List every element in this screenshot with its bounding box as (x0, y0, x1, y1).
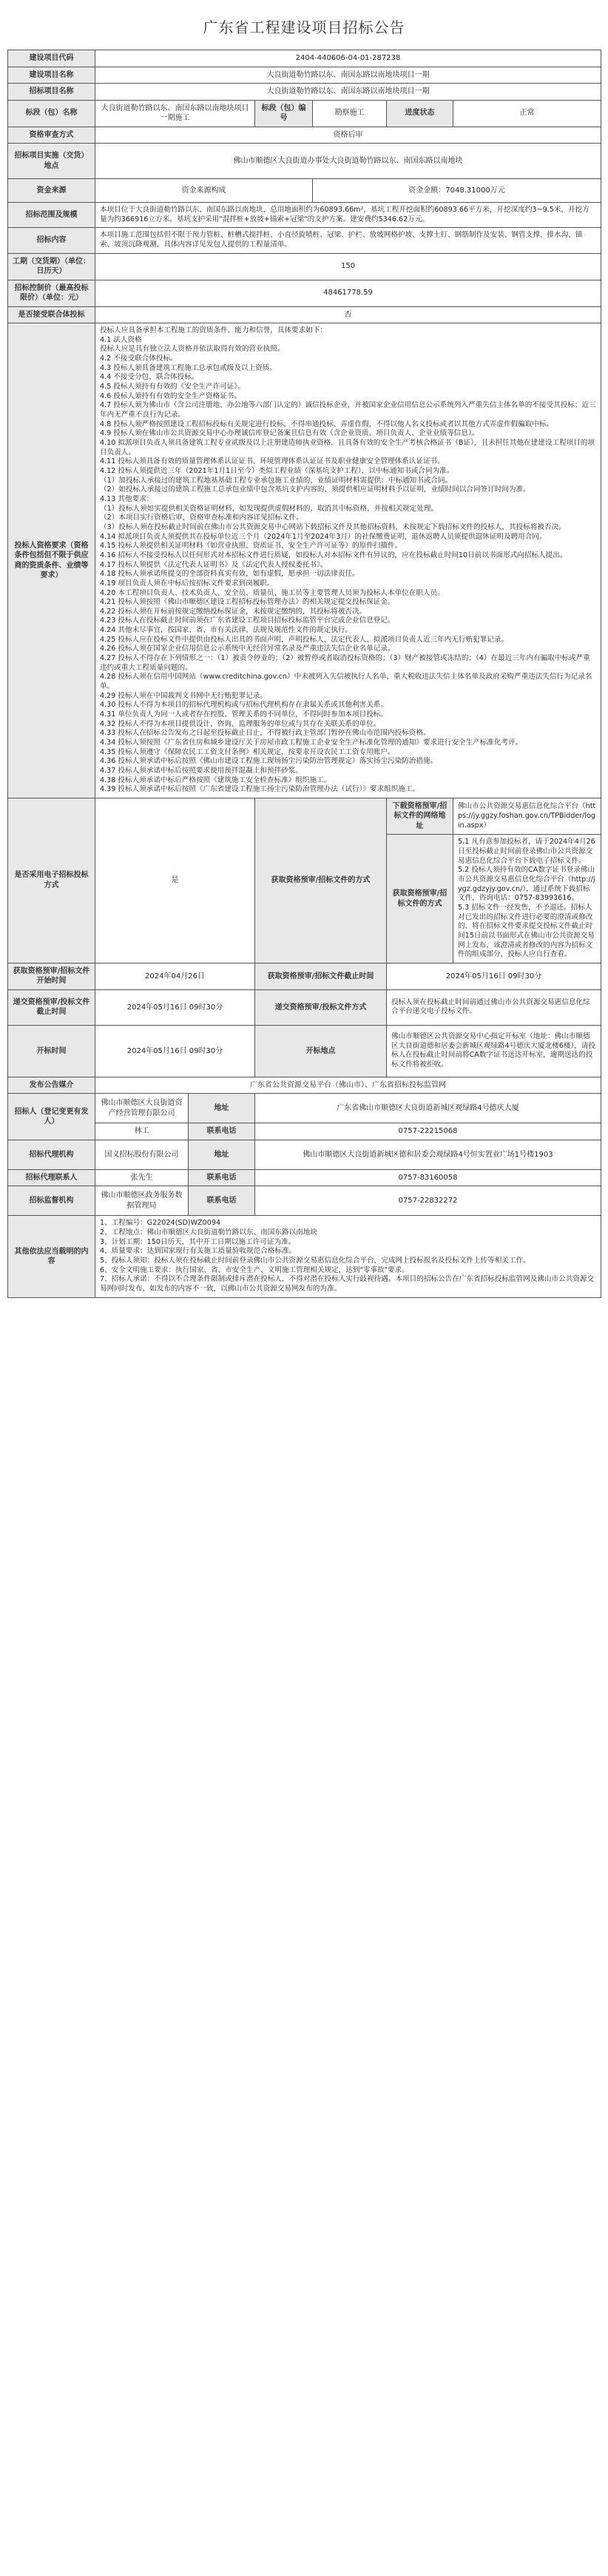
value-supervisor: 佛山市顺德区政务服务数据管理局 (95, 1186, 189, 1216)
row-submit (8, 989, 601, 1025)
row-joint (8, 306, 601, 323)
value-e-bid: 是 (95, 798, 255, 963)
row-fund (8, 179, 601, 203)
label-control-price: 招标控制价（最高投标限价）（单位：元） (8, 280, 95, 306)
label-tenderer: 招标人（登记变更有发人） (8, 1094, 95, 1140)
value-publish-media: 广东省公共资源交易平台（佛山市）、广东省招标投标监管网 (95, 1077, 601, 1094)
value-project-name: 大良街道勒竹路以东、南国东路以南地块项目一期 (95, 67, 601, 84)
label-get-method: 获取资格预审/招标文件的方式 (255, 798, 387, 963)
row-agency-contact (8, 1169, 601, 1186)
row-other (8, 1216, 601, 1297)
row-open (8, 1025, 601, 1077)
label-get-time: 获取资格预审/招标文件开始时间 (8, 963, 95, 989)
row-duration (8, 253, 601, 280)
value-fund-source: 资金来源构成 (95, 179, 313, 203)
row-get-time (8, 963, 601, 989)
value-submit-method: 投标人须在投标截止时间前通过佛山市公共资源交易惠信息化综合平台递交电子投标文件。 (387, 989, 601, 1025)
value-get-end-time: 2024年05月16日 09时30分 (387, 963, 601, 989)
value-control-price: 48461778.59 (95, 280, 601, 306)
label-other: 其他依法应当载明的内容 (8, 1216, 95, 1297)
value-bidder-req: 投标人应具备承担本工程施工的资质条件、能力和信誉，具体要求如下： 4.1 法人资格 投标人应是具有独立法人资格并依法取得有效的营业执照。 4.2 不接受联合体投标。 4.3 投标人须具备建筑工程施工总承包贰级及以上资质。 4.4 不接受分包，联合体投标。 4.5 投标人须持有有效的《安全生产许可证》。 4.6 投标人须持有有效的安全生产资格证书。 4.7 投标人须为佛山市（含公司注册地、办公地等六部门认定的）诚信投标企业，并被国家企业信用信息公示系统列入严重失信主体名单的不接受其投标；近三年内无严重不良行为记录。 4.8 投标人须严格按照建设工程招标投标有关规定进行投标，不得串通投标、弄虚作假，不得以他人名义投标或者以其他方式弄虚作假骗取中标。 4.9 投标人须在佛山市公共资源交易中心办理诚信库登记备案且信息有效（含企业资质、项目负责人、企业业绩等信息）。 4.10 拟派项目负责人须具备建筑工程专业贰级及以上注册建造师执业资格，且具备有效的安全生产考核合格证书（B证），且未担任其他在建建设工程项目的项目负责人。 4.11 投标人须具备有效的质量管理体系认证证书、环境管理体系认证证书及职业健康安全管理体系认证证书。 4.12 投标人须提供近三年（2021年1月1日至今）类似工程业绩（深基坑支护工程），以中标通知书或合同为准。 （1）加投标人承接过的建筑工程地基基础工程专业承包施工业绩的，业绩证明材料需提供：中标通知书或合同。 （2）如投标人承接过的建筑工程施工总承包业绩中包含基坑支护内容的，须提供相应证明材料予以证明，业绩时间以合同签订时间为准。 4.13 其他要求： （1）投标人须如实提供相关资格证明材料，如发现提供虚假材料的，取消其中标资格，并按相关规定处理。 （2）本项目实行资格后审，资格审查标准和内容详见招标文件。 （3）投标人须在投标截止时间前在佛山市公共资源交易中心网站下载招标文件及其他招标资料，未按规定下载招标文件的投标人，其投标将被否决。 4.14 拟派项目负责人须提供其在投标单位近三个月（2024年1月至2024年3月）的社保缴费证明，退休返聘人员须提供退休证明及聘用合同。 4.15 投标人须提供相关证明材料（如营业执照、资质证书、安全生产许可证等）的原件扫描件。 4.16 招标人不接受投标人以任何形式对本招标文件进行质疑，如投标人对本招标文件有异议的，应在投标截止时间10日前以书面形式向招标人提出。 4.17 投标人须提供《法定代表人证明书》及《法定代表人授权委托书》。 4.18 投标人须承诺所提交的全部资料真实有效，如有虚假，愿承担一切法律责任。 4.19 项目负责人须在中标后按招标文件要求到岗履职。 4.20 本工程项目负责人、技术负责人、安全员、质量员、施工员等主要管理人员须为投标人本单位在职人员。 4.21 投标人须按照《佛山市顺德区建设工程招标投标管理办法》的相关规定提交投标保证金。 4.22 投标人须在开标前按规定缴纳投标保证金，未按规定缴纳的，其投标将被否决。 4.23 投标人在投标截止时间前须在广东省建设工程项目招标投标监管平台完成企业信息登记。 4.24 其他未尽事宜，按国家、省、市有关法律、法规及规范性文件的规定执行。 4.25 投标人应在投标文件中提供由投标人出具的书面声明，声明投标人、法定代表人、拟派项目负责人近三年内无行贿犯罪记录。 4.26 投标人须在国家企业信用信息公示系统中无经营异常名录及严重违法失信企业名单记录。 4.27 投标人不得存在下列情形之一：（1）被责令停业的；（2）被暂停或者取消投标资格的；（3）财产被接管或冻结的；（4）在最近三年内有骗取中标或严重违约或重大工程质量问题的。 4.28 投标人须在信用中国网站（www.creditchina.gov.cn）中未被列入失信被执行人名单、重大税收违法失信主体名单及政府采购严重违法失信行为记录名单。 4.29 投标人须在中国裁判文书网中无行贿犯罪记录。 4.30 投标人不得为本项目的招标代理机构或与招标代理机构存在隶属关系或其他利害关系。 4.31 单位负责人为同一人或者存在控股、管理关系的不同单位，不得同时参加本项目投标。 4.32 投标人不得为本项目提供设计、咨询、监理服务的单位或与其存在关联关系的单位。 4.33 投标人在招标公告发布之日起至投标截止日止，不得被行政主管部门暂停在佛山市范围内投标资格。 4.34 投标人须按照《广东省住房和城乡建设厅关于房屋市政工程施工企业安全生产标准化管理的通知》要求进行安全生产标准化考评。 4.35 投标人须遵守《保障农民工工资支付条例》相关规定，按要求开设农民工工资专用账户。 4.36 投标人须承诺中标后按照《佛山市建设工程施工现场扬尘污染防治管理规定》落实扬尘污染防治措施。 4.37 投标人须承诺中标后按照要求使用预拌混凝土和预拌砂浆。 4.38 投标人须承诺中标后严格按照《建筑施工安全检查标准》组织施工。 4.39 投标人须承诺中标后按照《广东省建设工程施工扬尘污染防治管理办法（试行）》要求组织施工。 (95, 323, 601, 798)
row-bidder-req (8, 323, 601, 798)
label-bidder-req: 投标人资格要求（资格条件包括但不限于供应商的资质条件、业绩等要求） (8, 323, 95, 798)
label-agency-address: 地址 (189, 1140, 255, 1169)
row-qual-review (8, 127, 601, 144)
row-control-price (8, 280, 601, 306)
value-tender-project-name: 大良街道勒竹路以东、南国东路以南地块项目一期 (95, 84, 601, 101)
page-title: 广东省工程建设项目招标公告 (203, 19, 405, 36)
label-joint: 是否接受联合体投标 (8, 306, 95, 323)
label-get-method-detail: 获取资格预审/招标文件的方式 (387, 835, 453, 964)
value-agency-address: 佛山市顺德区大良街道新城区德和居委会观绿路4号恒实置业广场1号楼1903 (255, 1140, 601, 1169)
value-tenderer-address: 广东省佛山市顺德区大良街道新城区观绿路4号德庆大厦 (255, 1094, 601, 1123)
row-agency (8, 1140, 601, 1169)
value-submit-deadline: 2024年05月16日 09时30分 (95, 989, 255, 1025)
value-open-time: 2024年05月16日 09时30分 (95, 1025, 255, 1077)
row-e-bid (8, 798, 601, 835)
row-supervisor (8, 1186, 601, 1216)
label-agency-phone: 联系电话 (189, 1169, 255, 1186)
label-tenderer-phone: 联系电话 (189, 1123, 255, 1140)
label-download-url: 下载资格预审/招标文件的网络地址 (387, 798, 453, 835)
label-supervisor: 招标监督机构 (8, 1186, 95, 1216)
row-project-name (8, 67, 601, 84)
row-location (8, 144, 601, 179)
label-location: 招标项目实施（交货）地点 (8, 144, 95, 179)
row-content (8, 228, 601, 253)
value-scope: 本项目位于大良街道勒竹路以东、南国东路以南地块，总用地面积约为60893.66m²，基坑工程开挖面积约60893.66平方米，开挖深度约3~9.5米，开挖方量为约366916立方米。基坑支护采用"混拌桩+放坡+锚索+冠梁"的支护方案。建安费约5346.62万元。 (95, 203, 601, 228)
value-fund-amount: 资金金额：7048.31000万元 (313, 179, 601, 203)
value-tenderer: 佛山市顺德区大良街道资产经营管理有限公司 (95, 1094, 189, 1123)
value-qual-review: 资格后审 (95, 127, 601, 144)
label-agency-contact: 招标代理联系人 (8, 1169, 95, 1186)
label-fund-source: 资金来源 (8, 179, 95, 203)
value-supervisor-phone: 0757-22832272 (255, 1186, 601, 1216)
value-agency-contact: 张先生 (95, 1169, 189, 1186)
label-progress: 进度状态 (387, 100, 453, 127)
row-tenderer-contact (8, 1123, 601, 1140)
value-location: 佛山市顺德区大良街道办事处大良街道勒竹路以东、南国东路以南地块 (95, 144, 601, 179)
value-section: 大良街道勒竹路以东、南国东路以南地块项目一期施工 (95, 100, 255, 127)
value-code: 2404-440606-04-01-287238 (95, 50, 601, 67)
value-tenderer-contact: 林工 (95, 1123, 189, 1140)
label-submit-method: 递交资格预审/投标文件方式 (255, 989, 387, 1025)
label-qual-review: 资格审查方式 (8, 127, 95, 144)
value-agency-phone: 0757-83160058 (255, 1169, 601, 1186)
row-code (8, 50, 601, 67)
label-submit-deadline: 递交资格预审/投标文件截止时间 (8, 989, 95, 1025)
value-other: 1、工程编号：G22024(SD)WZ0094 2、工程地点：佛山市顺德区大良街道勒竹路以东、南国东路以南地块 3、计划工期：150日历天，其中开工日期以施工许可证为准。 4、质量要求：达到国家现行有关施工质量验收规范合格标准。 5、投标人须知：投标人须在投标截止时间前登录佛山市公共资源交易惠信息化综合平台，完成网上投标报名及投标文件上传等相关工作。 6、安全文明施工要求：执行国家、省、市安全生产、文明施工管理相关规定，达到"零事故"要求。 7、招标人承诺：不得以不合理条件限制或排斥潜在投标人，不得对潜在投标人实行歧视待遇。本项目的招标公告在广东省招标投标监管网及佛山市公共资源交易网同时发布，如发布的内容不一致，以佛山市公共资源交易网发布的为准。 (95, 1216, 601, 1297)
value-duration: 150 (95, 253, 601, 280)
value-progress: 正常 (453, 100, 601, 127)
label-tender-project-name: 招标项目名称 (8, 84, 95, 101)
label-open-place: 开标地点 (255, 1025, 387, 1077)
label-agency: 招标代理机构 (8, 1140, 95, 1169)
label-content: 招标内容 (8, 228, 95, 253)
label-supervisor-phone: 联系电话 (189, 1186, 255, 1216)
label-project-name: 建设项目名称 (8, 67, 95, 84)
label-section-code: 标段（包）编号 (255, 100, 313, 127)
label-e-bid: 是否采用电子招标投标方式 (8, 798, 95, 963)
value-section-code: 勘察施工 (313, 100, 387, 127)
row-tenderer (8, 1094, 601, 1123)
label-get-end-time: 获取资格预审/招标文件截止时间 (255, 963, 387, 989)
value-open-place: 佛山市顺德区公共资源交易中心指定开标室（地址：佛山市顺德区大良街道德和居委会新城区观绿路4号德庆大厦北楼6楼），请投标人在投标截止时间前将CA数字证书送达开标室，逾期送达的投标文件将被拒收。 (387, 1025, 601, 1077)
label-duration: 工期（交货期）（单位：日历天） (8, 253, 95, 280)
value-get-time: 2024年04月26日 (95, 963, 255, 989)
label-publish-media: 发布公告媒介 (8, 1077, 95, 1094)
value-tenderer-phone: 0757-22215068 (255, 1123, 601, 1140)
value-joint: 否 (95, 306, 601, 323)
value-download-url[interactable]: 佛山市公共资源交易惠信息化综合平台（https://jy.ggzy.foshan.gov.cn/TPBidder/login.aspx） (453, 798, 601, 835)
row-scope (8, 203, 601, 228)
label-section: 标段（包）名称 (8, 100, 95, 127)
row-section (8, 100, 601, 127)
value-content: 本项目施工范围包括但不限于预力管桩、桩槽式搅拌桩、小直径旋喷桩、冠梁、护栏、放坡网格护坡、支撑土钉、钢筋制作及安装、钢管支撑、排水沟、锚索、坡顶沉降观测，具体内容详见发包人提供的工程量清单。 (95, 228, 601, 253)
announcement-table (7, 50, 601, 1298)
row-tender-project-name (8, 84, 601, 101)
value-agency: 国义招标股份有限公司 (95, 1140, 189, 1169)
label-open-time: 开标时间 (8, 1025, 95, 1077)
value-get-method-detail: 5.1 凡有意参加投标者，请于2024年4月26日至投标截止时间前登录佛山市公共资源交易惠信息化综合平台下载电子招标文件。 5.2 投标人须持有效的CA数字证书登录佛山市公共资源交易惠信息化综合平台（http://jygz.gdzyjy.gov.cn/），通过系统下载招标文件，咨询电话：0757-83993616。 5.3 招标文件一经发售，不予退还。招标人对已发出的招标文件进行必要的澄清或修改的，将在招标文件要求提交投标文件截止时间15日前以书面形式在佛山市公共资源交易网上发布，该澄清或者修改的内容为招标文件的组成部分，投标人应自行查看。 (453, 835, 601, 964)
row-publish-media (8, 1077, 601, 1094)
label-tenderer-address: 地址 (189, 1094, 255, 1123)
label-scope: 招标范围及规模 (8, 203, 95, 228)
label-code: 建设项目代码 (8, 50, 95, 67)
